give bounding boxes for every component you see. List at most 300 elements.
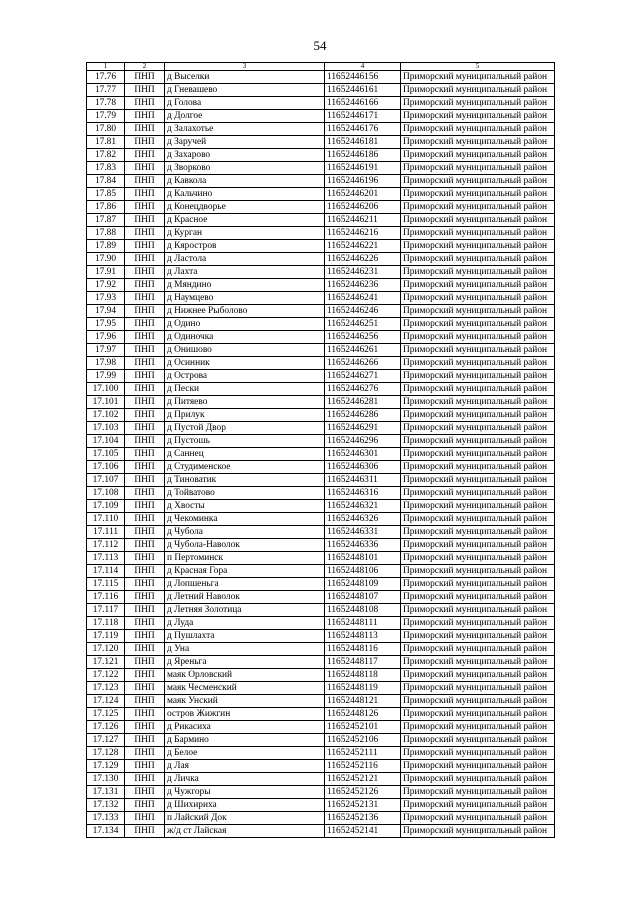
district-cell: Приморский муниципальный район xyxy=(401,292,555,305)
code-cell: 11652446296 xyxy=(325,435,401,448)
row-number-cell: 17.105 xyxy=(87,448,125,461)
code-cell: 11652452136 xyxy=(325,812,401,825)
code-cell: 11652446241 xyxy=(325,292,401,305)
type-cell: ПНП xyxy=(125,201,165,214)
row-number-cell: 17.124 xyxy=(87,695,125,708)
district-cell: Приморский муниципальный район xyxy=(401,357,555,370)
row-number-cell: 17.90 xyxy=(87,253,125,266)
type-cell: ПНП xyxy=(125,318,165,331)
row-number-cell: 17.115 xyxy=(87,578,125,591)
settlement-name-cell: д Прилук xyxy=(165,409,325,422)
code-cell: 11652446311 xyxy=(325,474,401,487)
type-cell: ПНП xyxy=(125,747,165,760)
type-cell: ПНП xyxy=(125,682,165,695)
page-number: 54 xyxy=(313,38,327,53)
type-cell: ПНП xyxy=(125,565,165,578)
district-cell: Приморский муниципальный район xyxy=(401,500,555,513)
type-cell: ПНП xyxy=(125,617,165,630)
row-number-cell: 17.109 xyxy=(87,500,125,513)
settlement-name-cell: д Питяево xyxy=(165,396,325,409)
district-cell: Приморский муниципальный район xyxy=(401,721,555,734)
settlement-name-cell: д Чужгоры xyxy=(165,786,325,799)
type-cell: ПНП xyxy=(125,773,165,786)
row-number-cell: 17.77 xyxy=(87,84,125,97)
table-row xyxy=(87,97,555,110)
code-cell: 11652446191 xyxy=(325,162,401,175)
type-cell: ПНП xyxy=(125,825,165,838)
column-header-2: 2 xyxy=(125,63,165,71)
district-cell: Приморский муниципальный район xyxy=(401,760,555,773)
district-cell: Приморский муниципальный район xyxy=(401,175,555,188)
table-row xyxy=(87,812,555,825)
settlement-name-cell: д Летняя Золотица xyxy=(165,604,325,617)
district-cell: Приморский муниципальный район xyxy=(401,318,555,331)
district-cell: Приморский муниципальный район xyxy=(401,214,555,227)
row-number-cell: 17.108 xyxy=(87,487,125,500)
table-row xyxy=(87,71,555,84)
settlement-name-cell: п Пертоминск xyxy=(165,552,325,565)
type-cell: ПНП xyxy=(125,799,165,812)
row-number-cell: 17.96 xyxy=(87,331,125,344)
code-cell: 11652448126 xyxy=(325,708,401,721)
code-cell: 11652446176 xyxy=(325,123,401,136)
table-row xyxy=(87,604,555,617)
row-number-cell: 17.86 xyxy=(87,201,125,214)
code-cell: 11652446221 xyxy=(325,240,401,253)
row-number-cell: 17.104 xyxy=(87,435,125,448)
district-cell: Приморский муниципальный район xyxy=(401,825,555,838)
row-number-cell: 17.93 xyxy=(87,292,125,305)
row-number-cell: 17.84 xyxy=(87,175,125,188)
row-number-cell: 17.78 xyxy=(87,97,125,110)
row-number-cell: 17.87 xyxy=(87,214,125,227)
row-number-cell: 17.81 xyxy=(87,136,125,149)
settlement-name-cell: д Яреньга xyxy=(165,656,325,669)
row-number-cell: 17.107 xyxy=(87,474,125,487)
table-row xyxy=(87,253,555,266)
code-cell: 11652448101 xyxy=(325,552,401,565)
row-number-cell: 17.114 xyxy=(87,565,125,578)
settlement-name-cell: п Лайский Док xyxy=(165,812,325,825)
code-cell: 11652452106 xyxy=(325,734,401,747)
table-row xyxy=(87,136,555,149)
district-cell: Приморский муниципальный район xyxy=(401,448,555,461)
table-row xyxy=(87,435,555,448)
settlement-name-cell: маяк Унский xyxy=(165,695,325,708)
code-cell: 11652448121 xyxy=(325,695,401,708)
settlement-name-cell: д Студименское xyxy=(165,461,325,474)
code-cell: 11652448107 xyxy=(325,591,401,604)
district-cell: Приморский муниципальный район xyxy=(401,188,555,201)
settlement-name-cell: д Личка xyxy=(165,773,325,786)
type-cell: ПНП xyxy=(125,383,165,396)
code-cell: 11652446326 xyxy=(325,513,401,526)
table-row xyxy=(87,786,555,799)
district-cell: Приморский муниципальный район xyxy=(401,279,555,292)
table-row xyxy=(87,552,555,565)
district-cell: Приморский муниципальный район xyxy=(401,604,555,617)
district-cell: Приморский муниципальный район xyxy=(401,669,555,682)
table-row xyxy=(87,630,555,643)
table-row xyxy=(87,825,555,838)
type-cell: ПНП xyxy=(125,292,165,305)
row-number-cell: 17.128 xyxy=(87,747,125,760)
table-row xyxy=(87,240,555,253)
code-cell: 11652446236 xyxy=(325,279,401,292)
code-cell: 11652446291 xyxy=(325,422,401,435)
table-row xyxy=(87,448,555,461)
settlement-name-cell: маяк Орловский xyxy=(165,669,325,682)
row-number-cell: 17.111 xyxy=(87,526,125,539)
row-number-cell: 17.99 xyxy=(87,370,125,383)
district-cell: Приморский муниципальный район xyxy=(401,266,555,279)
code-cell: 11652446201 xyxy=(325,188,401,201)
row-number-cell: 17.131 xyxy=(87,786,125,799)
table-row xyxy=(87,396,555,409)
district-cell: Приморский муниципальный район xyxy=(401,513,555,526)
type-cell: ПНП xyxy=(125,461,165,474)
code-cell: 11652448108 xyxy=(325,604,401,617)
code-cell: 11652446261 xyxy=(325,344,401,357)
row-number-cell: 17.83 xyxy=(87,162,125,175)
type-cell: ПНП xyxy=(125,630,165,643)
settlement-name-cell: д Красное xyxy=(165,214,325,227)
row-number-cell: 17.121 xyxy=(87,656,125,669)
district-cell: Приморский муниципальный район xyxy=(401,383,555,396)
code-cell: 11652448106 xyxy=(325,565,401,578)
district-cell: Приморский муниципальный район xyxy=(401,734,555,747)
table-row xyxy=(87,370,555,383)
type-cell: ПНП xyxy=(125,279,165,292)
district-cell: Приморский муниципальный район xyxy=(401,84,555,97)
type-cell: ПНП xyxy=(125,123,165,136)
type-cell: ПНП xyxy=(125,84,165,97)
district-cell: Приморский муниципальный район xyxy=(401,617,555,630)
type-cell: ПНП xyxy=(125,591,165,604)
type-cell: ПНП xyxy=(125,305,165,318)
row-number-cell: 17.112 xyxy=(87,539,125,552)
table-row xyxy=(87,409,555,422)
table-row xyxy=(87,162,555,175)
district-cell: Приморский муниципальный район xyxy=(401,422,555,435)
district-cell: Приморский муниципальный район xyxy=(401,253,555,266)
settlement-name-cell: ж/д ст Лайская xyxy=(165,825,325,838)
district-cell: Приморский муниципальный район xyxy=(401,461,555,474)
code-cell: 11652446271 xyxy=(325,370,401,383)
settlement-name-cell: остров Жижгин xyxy=(165,708,325,721)
type-cell: ПНП xyxy=(125,656,165,669)
row-number-cell: 17.118 xyxy=(87,617,125,630)
table-row xyxy=(87,214,555,227)
type-cell: ПНП xyxy=(125,474,165,487)
row-number-cell: 17.106 xyxy=(87,461,125,474)
type-cell: ПНП xyxy=(125,578,165,591)
code-cell: 11652448111 xyxy=(325,617,401,630)
row-number-cell: 17.129 xyxy=(87,760,125,773)
table-row xyxy=(87,383,555,396)
settlement-name-cell: д Лопшеньга xyxy=(165,578,325,591)
table-row xyxy=(87,474,555,487)
settlement-name-cell: д Гневашево xyxy=(165,84,325,97)
code-cell: 11652446276 xyxy=(325,383,401,396)
type-cell: ПНП xyxy=(125,136,165,149)
table-body xyxy=(87,71,555,838)
district-cell: Приморский муниципальный район xyxy=(401,643,555,656)
table-row xyxy=(87,669,555,682)
district-cell: Приморский муниципальный район xyxy=(401,409,555,422)
table-row xyxy=(87,266,555,279)
row-number-cell: 17.120 xyxy=(87,643,125,656)
settlement-name-cell: д Голова xyxy=(165,97,325,110)
code-cell: 11652452131 xyxy=(325,799,401,812)
settlement-name-cell: д Нижнее Рыболово xyxy=(165,305,325,318)
type-cell: ПНП xyxy=(125,721,165,734)
settlement-name-cell: д Белое xyxy=(165,747,325,760)
row-number-cell: 17.126 xyxy=(87,721,125,734)
district-cell: Приморский муниципальный район xyxy=(401,747,555,760)
settlement-name-cell: д Залахотье xyxy=(165,123,325,136)
row-number-cell: 17.116 xyxy=(87,591,125,604)
settlement-name-cell: д Уна xyxy=(165,643,325,656)
code-cell: 11652446251 xyxy=(325,318,401,331)
type-cell: ПНП xyxy=(125,526,165,539)
district-cell: Приморский муниципальный район xyxy=(401,656,555,669)
type-cell: ПНП xyxy=(125,409,165,422)
table-row xyxy=(87,422,555,435)
settlement-name-cell: д Кавкола xyxy=(165,175,325,188)
type-cell: ПНП xyxy=(125,422,165,435)
settlement-name-cell: д Захарово xyxy=(165,149,325,162)
settlement-name-cell: д Онишово xyxy=(165,344,325,357)
code-cell: 11652446211 xyxy=(325,214,401,227)
type-cell: ПНП xyxy=(125,175,165,188)
table-row xyxy=(87,773,555,786)
district-cell: Приморский муниципальный район xyxy=(401,799,555,812)
type-cell: ПНП xyxy=(125,448,165,461)
settlement-name-cell: д Летний Наволок xyxy=(165,591,325,604)
table-row xyxy=(87,734,555,747)
row-number-cell: 17.122 xyxy=(87,669,125,682)
type-cell: ПНП xyxy=(125,435,165,448)
settlement-name-cell: д Острова xyxy=(165,370,325,383)
row-number-cell: 17.127 xyxy=(87,734,125,747)
district-cell: Приморский муниципальный район xyxy=(401,201,555,214)
row-number-cell: 17.123 xyxy=(87,682,125,695)
code-cell: 11652448109 xyxy=(325,578,401,591)
district-cell: Приморский муниципальный район xyxy=(401,97,555,110)
table-row xyxy=(87,643,555,656)
code-cell: 11652452101 xyxy=(325,721,401,734)
type-cell: ПНП xyxy=(125,357,165,370)
district-cell: Приморский муниципальный район xyxy=(401,526,555,539)
table-row xyxy=(87,591,555,604)
type-cell: ПНП xyxy=(125,240,165,253)
settlement-name-cell: д Саннец xyxy=(165,448,325,461)
district-cell: Приморский муниципальный район xyxy=(401,331,555,344)
table-row xyxy=(87,292,555,305)
table-row xyxy=(87,487,555,500)
type-cell: ПНП xyxy=(125,227,165,240)
settlement-name-cell: д Одино xyxy=(165,318,325,331)
type-cell: ПНП xyxy=(125,97,165,110)
table-row xyxy=(87,760,555,773)
settlement-name-cell: д Тиноватик xyxy=(165,474,325,487)
code-cell: 11652446256 xyxy=(325,331,401,344)
code-cell: 11652446166 xyxy=(325,97,401,110)
type-cell: ПНП xyxy=(125,500,165,513)
type-cell: ПНП xyxy=(125,253,165,266)
district-cell: Приморский муниципальный район xyxy=(401,149,555,162)
district-cell: Приморский муниципальный район xyxy=(401,630,555,643)
table-row xyxy=(87,84,555,97)
table-row xyxy=(87,721,555,734)
code-cell: 11652446156 xyxy=(325,71,401,84)
table-row xyxy=(87,539,555,552)
column-header-3: 3 xyxy=(165,63,325,71)
settlement-name-cell: д Заручей xyxy=(165,136,325,149)
type-cell: ПНП xyxy=(125,734,165,747)
code-cell: 11652446286 xyxy=(325,409,401,422)
settlement-name-cell: д Мяндино xyxy=(165,279,325,292)
type-cell: ПНП xyxy=(125,266,165,279)
row-number-cell: 17.97 xyxy=(87,344,125,357)
row-number-cell: 17.101 xyxy=(87,396,125,409)
row-number-cell: 17.110 xyxy=(87,513,125,526)
district-cell: Приморский муниципальный район xyxy=(401,591,555,604)
row-number-cell: 17.94 xyxy=(87,305,125,318)
settlement-name-cell: д Рикасиха xyxy=(165,721,325,734)
table-row xyxy=(87,526,555,539)
code-cell: 11652448119 xyxy=(325,682,401,695)
row-number-cell: 17.98 xyxy=(87,357,125,370)
type-cell: ПНП xyxy=(125,370,165,383)
type-cell: ПНП xyxy=(125,812,165,825)
row-number-cell: 17.130 xyxy=(87,773,125,786)
table-row xyxy=(87,188,555,201)
table-row xyxy=(87,578,555,591)
table-row xyxy=(87,175,555,188)
table-row xyxy=(87,513,555,526)
row-number-cell: 17.125 xyxy=(87,708,125,721)
code-cell: 11652446186 xyxy=(325,149,401,162)
code-cell: 11652452121 xyxy=(325,773,401,786)
district-cell: Приморский муниципальный район xyxy=(401,812,555,825)
row-number-cell: 17.132 xyxy=(87,799,125,812)
district-cell: Приморский муниципальный район xyxy=(401,123,555,136)
district-cell: Приморский муниципальный район xyxy=(401,162,555,175)
row-number-cell: 17.103 xyxy=(87,422,125,435)
code-cell: 11652446231 xyxy=(325,266,401,279)
code-cell: 11652446306 xyxy=(325,461,401,474)
row-number-cell: 17.80 xyxy=(87,123,125,136)
settlement-name-cell: д Бармино xyxy=(165,734,325,747)
row-number-cell: 17.85 xyxy=(87,188,125,201)
row-number-cell: 17.119 xyxy=(87,630,125,643)
row-number-cell: 17.102 xyxy=(87,409,125,422)
code-cell: 11652446331 xyxy=(325,526,401,539)
settlement-name-cell: д Кальчино xyxy=(165,188,325,201)
code-cell: 11652448113 xyxy=(325,630,401,643)
district-cell: Приморский муниципальный район xyxy=(401,487,555,500)
settlement-name-cell: маяк Чесменский xyxy=(165,682,325,695)
table-row xyxy=(87,656,555,669)
district-cell: Приморский муниципальный район xyxy=(401,71,555,84)
table-row xyxy=(87,747,555,760)
district-cell: Приморский муниципальный район xyxy=(401,708,555,721)
settlement-name-cell: д Чубола xyxy=(165,526,325,539)
row-number-cell: 17.89 xyxy=(87,240,125,253)
column-header-4: 4 xyxy=(325,63,401,71)
district-cell: Приморский муниципальный район xyxy=(401,227,555,240)
district-cell: Приморский муниципальный район xyxy=(401,682,555,695)
table-row xyxy=(87,682,555,695)
row-number-cell: 17.117 xyxy=(87,604,125,617)
code-cell: 11652446226 xyxy=(325,253,401,266)
code-cell: 11652446321 xyxy=(325,500,401,513)
row-number-cell: 17.95 xyxy=(87,318,125,331)
code-cell: 11652452126 xyxy=(325,786,401,799)
row-number-cell: 17.91 xyxy=(87,266,125,279)
district-cell: Приморский муниципальный район xyxy=(401,240,555,253)
settlement-name-cell: д Лахта xyxy=(165,266,325,279)
type-cell: ПНП xyxy=(125,604,165,617)
code-cell: 11652448117 xyxy=(325,656,401,669)
type-cell: ПНП xyxy=(125,188,165,201)
type-cell: ПНП xyxy=(125,396,165,409)
code-cell: 11652452141 xyxy=(325,825,401,838)
settlement-name-cell: д Осинник xyxy=(165,357,325,370)
settlement-name-cell: д Зворково xyxy=(165,162,325,175)
code-cell: 11652446281 xyxy=(325,396,401,409)
district-cell: Приморский муниципальный район xyxy=(401,396,555,409)
settlement-name-cell: д Ластола xyxy=(165,253,325,266)
settlement-name-cell: д Лая xyxy=(165,760,325,773)
type-cell: ПНП xyxy=(125,786,165,799)
district-cell: Приморский муниципальный район xyxy=(401,578,555,591)
settlements-table xyxy=(86,62,555,838)
code-cell: 11652446301 xyxy=(325,448,401,461)
settlement-name-cell: д Пески xyxy=(165,383,325,396)
code-cell: 11652448118 xyxy=(325,669,401,682)
type-cell: ПНП xyxy=(125,695,165,708)
type-cell: ПНП xyxy=(125,344,165,357)
table-row xyxy=(87,799,555,812)
settlement-name-cell: д Пушлахта xyxy=(165,630,325,643)
table-row xyxy=(87,695,555,708)
district-cell: Приморский муниципальный район xyxy=(401,786,555,799)
settlement-name-cell: д Долгое xyxy=(165,110,325,123)
code-cell: 11652446216 xyxy=(325,227,401,240)
type-cell: ПНП xyxy=(125,760,165,773)
type-cell: ПНП xyxy=(125,331,165,344)
table-row xyxy=(87,500,555,513)
settlement-name-cell: д Чубола-Наволок xyxy=(165,539,325,552)
type-cell: ПНП xyxy=(125,71,165,84)
settlement-name-cell: д Конецдворье xyxy=(165,201,325,214)
type-cell: ПНП xyxy=(125,643,165,656)
code-cell: 11652452116 xyxy=(325,760,401,773)
code-cell: 11652446181 xyxy=(325,136,401,149)
settlement-name-cell: д Тойватово xyxy=(165,487,325,500)
district-cell: Приморский муниципальный район xyxy=(401,539,555,552)
district-cell: Приморский муниципальный район xyxy=(401,110,555,123)
district-cell: Приморский муниципальный район xyxy=(401,305,555,318)
code-cell: 11652448116 xyxy=(325,643,401,656)
district-cell: Приморский муниципальный район xyxy=(401,552,555,565)
district-cell: Приморский муниципальный район xyxy=(401,370,555,383)
district-cell: Приморский муниципальный район xyxy=(401,565,555,578)
settlement-name-cell: д Наумцево xyxy=(165,292,325,305)
